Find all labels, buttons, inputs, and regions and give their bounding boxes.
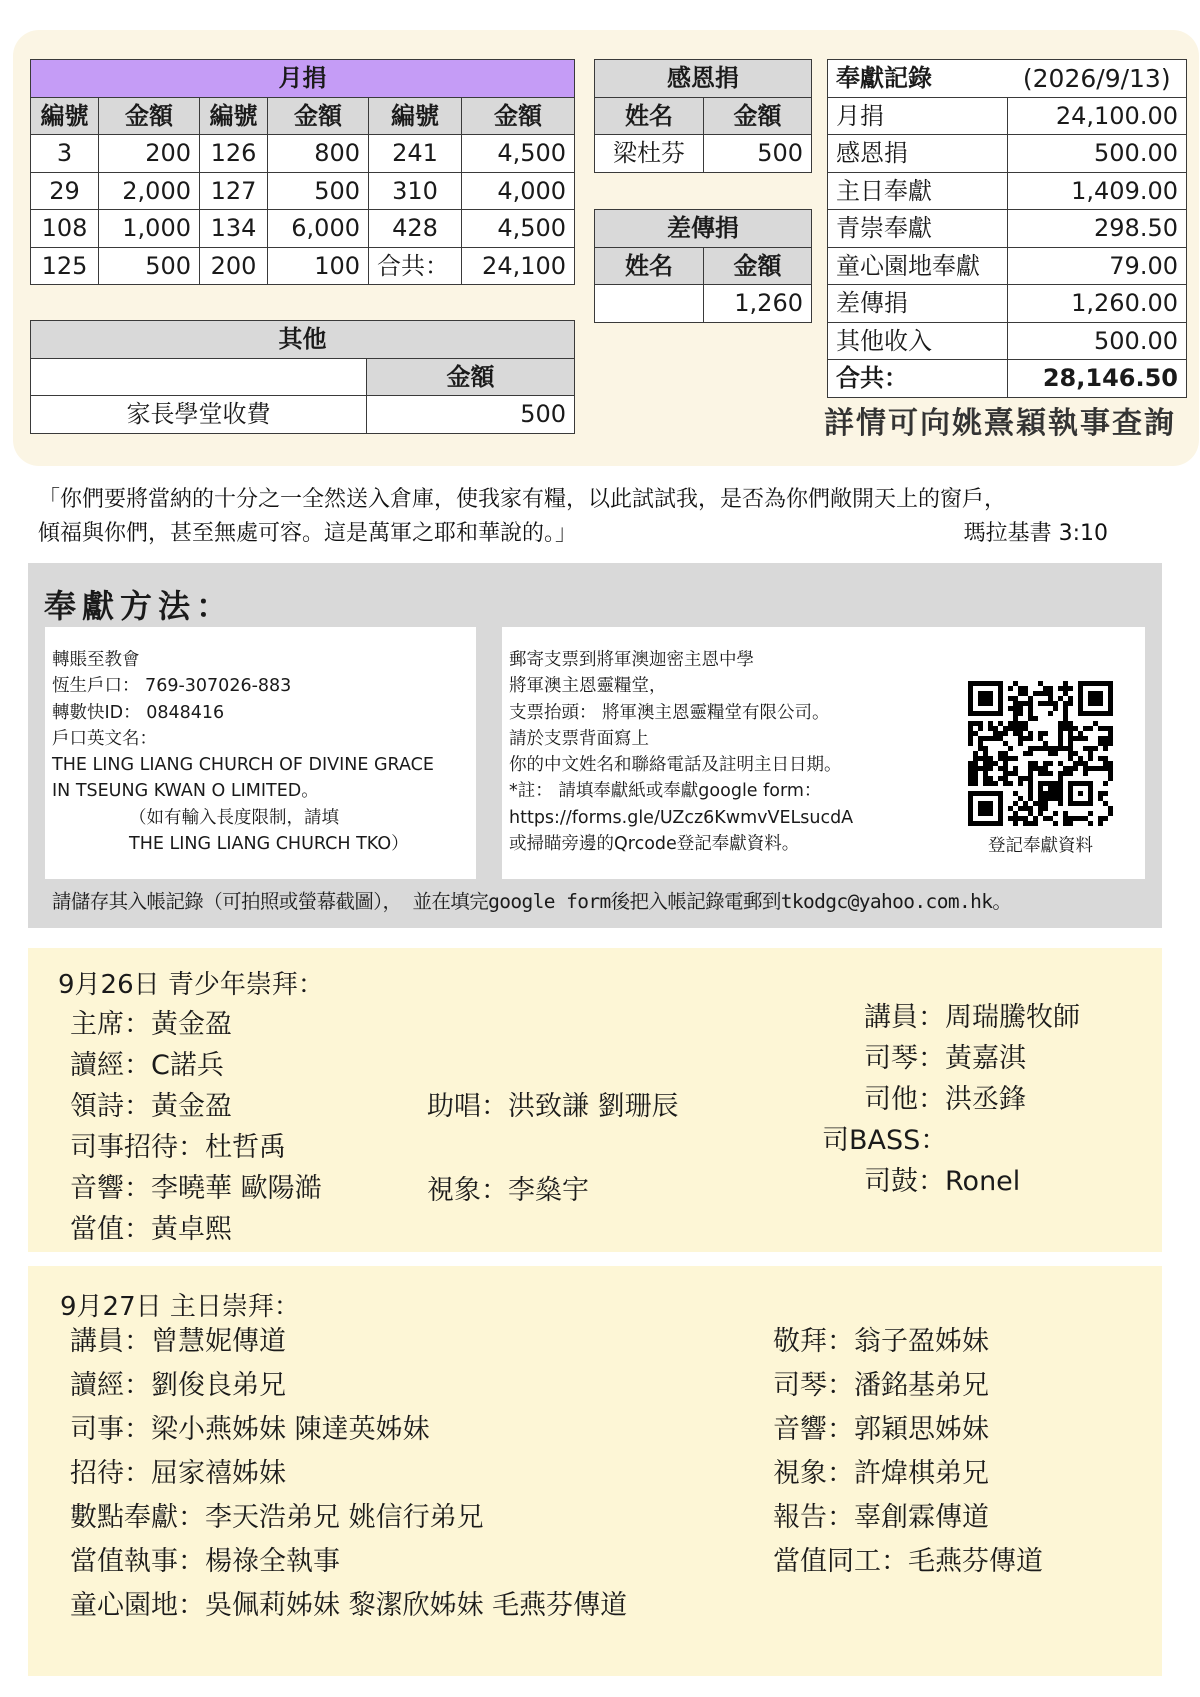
cell: 4,500 [462, 135, 575, 173]
qr-caption: 登記奉獻資料 [988, 836, 1093, 856]
cell: 500 [268, 172, 369, 210]
youth-visual: 視象：李燊宇 [427, 1175, 589, 1206]
col-header: 金額 [268, 97, 369, 135]
quote-reference: 瑪拉基書 3:10 [963, 521, 1108, 546]
bank-line: IN TSEUNG KWAN O LIMITED。 [52, 781, 319, 802]
sunday-reading: 讀經：劉俊良弟兄 [70, 1370, 286, 1401]
cell: 134 [200, 210, 268, 248]
sunday-deacon: 當值執事：楊祿全執事 [70, 1546, 340, 1577]
col-header: 編號 [200, 97, 268, 135]
qr-code-icon[interactable] [968, 681, 1113, 826]
other-income-table [30, 320, 575, 434]
bank-line: 轉數快ID： 0848416 [52, 702, 225, 723]
cell: 200 [99, 135, 200, 173]
table-row [828, 97, 1187, 135]
cell: 梁杜芬 [595, 135, 704, 173]
bank-line: 恆生戶口： 769-307026-883 [52, 676, 292, 697]
youth-leading: 領詩：黃金盈 [70, 1091, 232, 1122]
cell: 127 [200, 172, 268, 210]
youth-reading: 讀經：C諾兵 [70, 1050, 224, 1081]
cell: 29 [31, 172, 99, 210]
mission-offering-table [594, 209, 812, 323]
youth-duty: 當值：黃卓熙 [70, 1214, 232, 1245]
cell: 500 [99, 247, 200, 285]
sunday-visual: 視象：許煒棋弟兄 [773, 1458, 989, 1489]
monthly-title: 月捐 [31, 60, 575, 98]
cell: 500 [367, 396, 575, 434]
cell: 125 [31, 247, 99, 285]
table-row [595, 285, 812, 323]
cell: 1,260 [704, 285, 812, 323]
youth-drums: 司鼓：Ronel [864, 1166, 1021, 1197]
cell: 1,260.00 [1008, 285, 1187, 323]
cell: 月捐 [828, 97, 1008, 135]
sunday-sound: 音響：郭穎思姊妹 [773, 1414, 989, 1445]
monthly-total-value: 24,100 [462, 247, 575, 285]
col-header: 金額 [704, 97, 812, 135]
table-row [828, 285, 1187, 323]
cheque-line: 支票抬頭： 將軍澳主恩靈糧堂有限公司。 [509, 702, 830, 723]
record-total-value: 28,146.50 [1008, 360, 1187, 398]
cell: 500.00 [1008, 322, 1187, 360]
cell: 500.00 [1008, 135, 1187, 173]
cell: 感恩捐 [828, 135, 1008, 173]
cell: 1,000 [99, 210, 200, 248]
bank-line: THE LING LIANG CHURCH OF DIVINE GRACE [52, 755, 434, 776]
cell: 青崇奉獻 [828, 210, 1008, 248]
save-record-note: 請儲存其入帳記錄（可拍照或螢幕截圖）， 並在填完google form後把入帳記錄電郵到tkodgc@yahoo.com.hk。 [52, 890, 1012, 913]
cell: 79.00 [1008, 247, 1187, 285]
empty-header [31, 358, 367, 396]
record-date: (2026/9/13) [1008, 60, 1187, 98]
cell: 2,000 [99, 172, 200, 210]
cell: 126 [200, 135, 268, 173]
table-row [828, 210, 1187, 248]
sunday-speaker: 講員：曾慧妮傳道 [70, 1326, 286, 1357]
sunday-usher: 招待：屈家禧姊妹 [70, 1458, 286, 1489]
giving-methods-panel [28, 563, 1162, 928]
thanksgiving-offering-table [594, 59, 812, 173]
youth-helpers: 助唱：洪致謙 劉珊辰 [427, 1091, 679, 1122]
thanks-title: 感恩捐 [595, 60, 812, 98]
sunday-piano: 司琴：潘銘基弟兄 [773, 1370, 989, 1401]
sunday-title: 9月27日 主日崇拜： [60, 1292, 300, 1322]
google-form-link[interactable]: https://forms.gle/UZcz6KwmvVELsucdA [509, 807, 854, 828]
bank-transfer-box [45, 627, 476, 879]
sunday-kids: 童心園地：吳佩莉姊妹 黎潔欣姊妹 毛燕芬傳道 [70, 1590, 628, 1621]
mission-title: 差傳捐 [595, 210, 812, 248]
cell: 3 [31, 135, 99, 173]
cell: 家長學堂收費 [31, 396, 367, 434]
bank-line: 轉賬至教會 [52, 650, 140, 670]
table-row [31, 172, 575, 210]
youth-worship-schedule [28, 948, 1162, 1252]
col-header: 姓名 [595, 97, 704, 135]
cell: 200 [200, 247, 268, 285]
table-row [31, 247, 575, 285]
youth-speaker: 講員：周瑞騰牧師 [864, 1002, 1080, 1033]
monthly-offering-table [30, 59, 575, 285]
contact-note: 詳情可向姚熹穎執事查詢 [824, 406, 1176, 441]
cheque-line: 將軍澳主恩靈糧堂， [509, 676, 667, 697]
sunday-worship-schedule [28, 1266, 1162, 1676]
cell: 4,000 [462, 172, 575, 210]
table-row [31, 210, 575, 248]
youth-title: 9月26日 青少年崇拜： [58, 970, 324, 1000]
cell: 100 [268, 247, 369, 285]
table-row [828, 135, 1187, 173]
cell: 800 [268, 135, 369, 173]
cheque-line: 郵寄支票到將軍澳迦密主恩中學 [509, 650, 754, 670]
youth-bass: 司BASS： [822, 1125, 948, 1156]
col-header: 金額 [99, 97, 200, 135]
cell: 108 [31, 210, 99, 248]
cheque-box [502, 627, 1145, 879]
record-total-label: 合共： [828, 360, 1008, 398]
bank-line: THE LING LIANG CHURCH TKO） [129, 834, 409, 855]
table-row [31, 135, 575, 173]
table-row [828, 247, 1187, 285]
sunday-worship: 敬拜：翁子盈姊妹 [773, 1326, 989, 1357]
scripture-quote [38, 483, 1158, 551]
cell: 6,000 [268, 210, 369, 248]
cheque-line: 或掃瞄旁邊的Qrcode登記奉獻資料。 [509, 834, 800, 855]
col-header: 金額 [462, 97, 575, 135]
sunday-counting: 數點奉獻：李天浩弟兄 姚信行弟兄 [70, 1502, 484, 1533]
cell: 差傳捐 [828, 285, 1008, 323]
cheque-line: *註： 請填奉獻紙或奉獻google form： [509, 781, 822, 802]
cell: 1,409.00 [1008, 172, 1187, 210]
giving-methods-title: 奉獻方法： [44, 587, 235, 625]
cell: 241 [369, 135, 462, 173]
cell: 500 [704, 135, 812, 173]
cheque-line: 你的中文姓名和聯絡電話及註明主日日期。 [509, 755, 842, 776]
col-header: 姓名 [595, 247, 704, 285]
table-row [31, 396, 575, 434]
cell: 428 [369, 210, 462, 248]
cell: 其他收入 [828, 322, 1008, 360]
youth-sound: 音響：李曉華 歐陽澔 [70, 1173, 322, 1204]
cell: 310 [369, 172, 462, 210]
col-header: 金額 [704, 247, 812, 285]
cell: 童心園地奉獻 [828, 247, 1008, 285]
col-header: 編號 [31, 97, 99, 135]
cell: 298.50 [1008, 210, 1187, 248]
offering-record-table [827, 59, 1187, 398]
cell [595, 285, 704, 323]
col-header: 金額 [367, 358, 575, 396]
quote-line: 傾福與你們，甚至無處可容。這是萬軍之耶和華說的。」 [38, 521, 578, 546]
sunday-staff: 當值同工：毛燕芬傳道 [773, 1546, 1043, 1577]
sunday-steward: 司事：梁小燕姊妹 陳達英姊妹 [70, 1414, 430, 1445]
sunday-report: 報告：辜創霖傳道 [773, 1502, 989, 1533]
youth-piano: 司琴：黃嘉淇 [864, 1043, 1026, 1074]
col-header: 編號 [369, 97, 462, 135]
cheque-line: 請於支票背面寫上 [509, 728, 649, 749]
bank-line: 戶口英文名： [52, 728, 157, 749]
bank-line: （如有輸入長度限制，請填 [129, 807, 339, 828]
youth-usher: 司事招待：杜哲禹 [70, 1132, 286, 1163]
cell: 主日奉獻 [828, 172, 1008, 210]
table-row [595, 135, 812, 173]
table-row [828, 322, 1187, 360]
monthly-total-label: 合共： [369, 247, 462, 285]
cell: 24,100.00 [1008, 97, 1187, 135]
youth-guitar: 司他：洪丞鋒 [864, 1084, 1026, 1115]
record-title: 奉獻記錄 [828, 60, 1008, 98]
other-title: 其他 [31, 321, 575, 359]
youth-chair: 主席：黃金盈 [70, 1009, 232, 1040]
quote-line: 「你們要將當納的十分之一全然送入倉庫，使我家有糧，以此試試我，是否為你們敞開天上的窗戶， [38, 487, 1007, 512]
cell: 4,500 [462, 210, 575, 248]
table-row [828, 172, 1187, 210]
table-row [828, 360, 1187, 398]
